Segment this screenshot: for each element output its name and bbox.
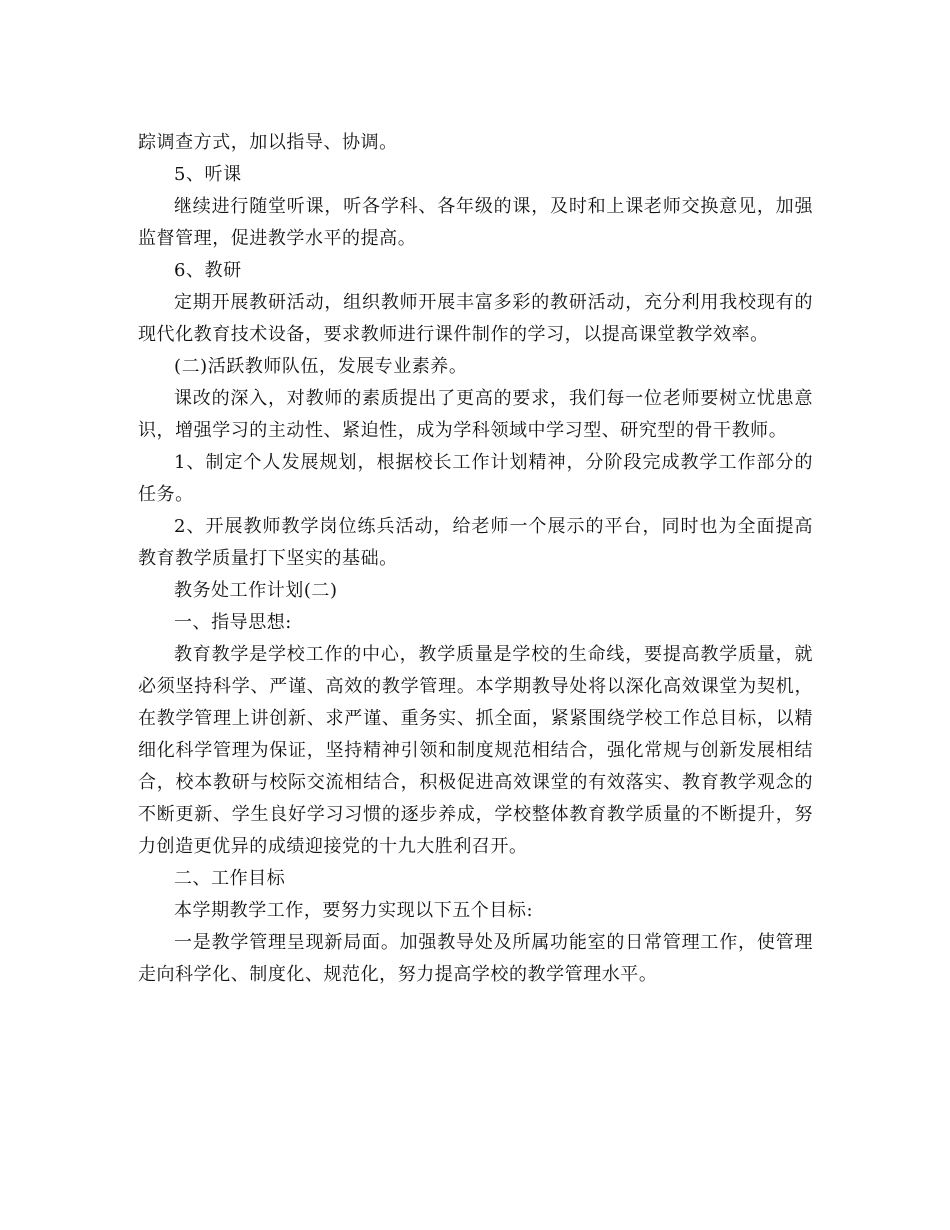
- paragraph-teaching-research: 定期开展教研活动，组织教师开展丰富多彩的教研活动，充分利用我校现有的现代化教育技术设备，要求教师进行课件制作的学习，以提高课堂教学效率。: [138, 292, 813, 345]
- heading-guiding-thought: 一、指导思想:: [174, 612, 292, 633]
- paragraph-1: 踪调查方式，加以指导、协调。: [138, 132, 398, 153]
- paragraph-teaching-practice: 2、开展教师教学岗位练兵活动，给老师一个展示的平台，同时也为全面提高教育教学质量打下坚实的基础。: [138, 516, 813, 569]
- paragraph-development-plan: 1、制定个人发展规划，根据校长工作计划精神，分阶段完成教学工作部分的任务。: [138, 452, 813, 505]
- heading-teacher-team: (二)活跃教师队伍，发展专业素养。: [174, 356, 468, 377]
- section-title-plan-two: 教务处工作计划(二): [174, 580, 338, 601]
- heading-teaching-research: 6、教研: [174, 260, 242, 281]
- paragraph-goal-one: 一是教学管理呈现新局面。加强教导处及所属功能室的日常管理工作，使管理走向科学化、制度化、规范化，努力提高学校的教学管理水平。: [138, 932, 813, 985]
- document-body: [138, 127, 813, 991]
- paragraph-listen-class: 继续进行随堂听课，听各学科、各年级的课，及时和上课老师交换意见，加强监督管理，促进教学水平的提高。: [138, 196, 813, 249]
- paragraph-guiding-thought: 教育教学是学校工作的中心，教学质量是学校的生命线，要提高教学质量，就必须坚持科学、严谨、高效的教学管理。本学期教导处将以深化高效课堂为契机，在教学管理上讲创新、求严谨、重务实、抓全面，紧紧围绕学校工作总目标，以精细化科学管理为保证，坚持精神引领和制度规范相结合，强化常规与创新发展相结合，校本教研与校际交流相结合，积极促进高效课堂的有效落实、教育教学观念的不断更新、学生良好学习习惯的逐步养成，学校整体教育教学质量的不断提升，努力创造更优异的成绩迎接党的十九大胜利召开。: [138, 644, 813, 857]
- heading-work-goals: 二、工作目标: [174, 868, 286, 889]
- paragraph-goals-intro: 本学期教学工作，要努力实现以下五个目标:: [174, 900, 534, 921]
- paragraph-curriculum-reform: 课改的深入，对教师的素质提出了更高的要求，我们每一位老师要树立忧患意识，增强学习的主动性、紧迫性，成为学科领域中学习型、研究型的骨干教师。: [138, 388, 813, 441]
- heading-listen-class: 5、听课: [174, 164, 242, 185]
